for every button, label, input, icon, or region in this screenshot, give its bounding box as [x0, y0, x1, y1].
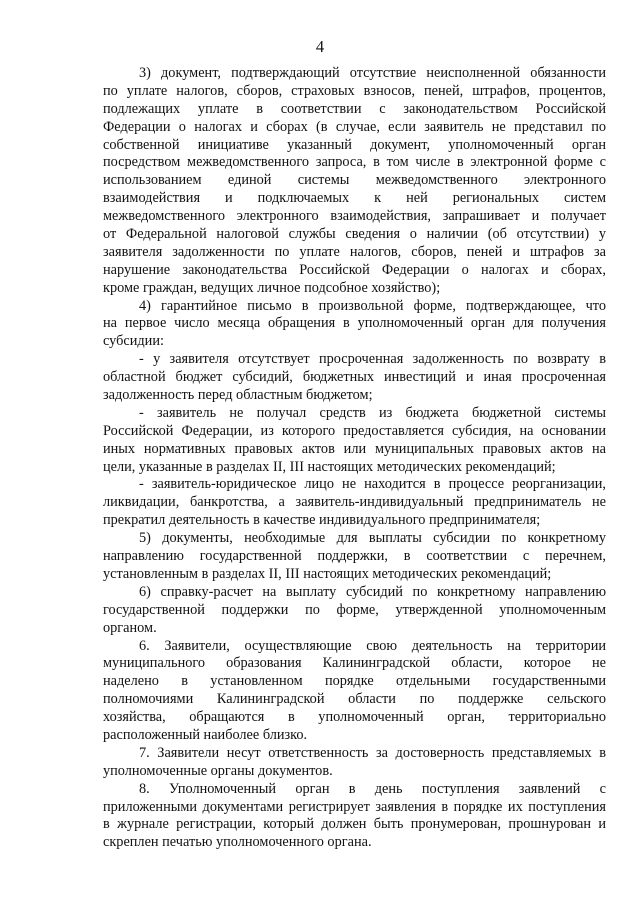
text-line: подлежащих уплате в соответствии с законодательством Российской: [103, 100, 606, 117]
text-line: Российской Федерации, из которого предоставляется субсидия, на основании: [103, 422, 606, 439]
text-line: заявителя задолженности по уплате налогов, сборов, пеней и штрафов за: [103, 243, 606, 260]
text-line: прекратил деятельность в качестве индивидуального предпринимателя;: [103, 512, 541, 529]
text-line: наделено в установленном порядке отдельными государственными: [103, 673, 606, 690]
text-line: расположенный наиболее близко.: [103, 726, 308, 743]
paragraph-dash-item: [103, 405, 606, 477]
text-line: 4) гарантийное письмо в произвольной форме, подтверждающее, что: [139, 297, 606, 314]
text-line: органом.: [103, 619, 157, 636]
text-line: использованием единой системы межведомственного электронного: [103, 172, 606, 189]
text-line: - у заявителя отсутствует просроченная задолженность по возврату в: [139, 351, 606, 368]
text-line: Федерации о налогах и сборах (в случае, если заявитель не представил по: [103, 118, 606, 135]
paragraph-dash-item: [103, 476, 606, 530]
text-line: по уплате налогов, сборов, страховых взносов, пеней, штрафов, процентов,: [103, 82, 606, 99]
text-line: субсидии:: [103, 333, 164, 350]
paragraph-item-3: [103, 65, 606, 298]
text-line: в журнале регистрации, который должен быть пронумерован, прошнурован и: [103, 816, 606, 833]
paragraph-item-4: [103, 298, 606, 352]
paragraph-item-6: [103, 584, 606, 638]
text-line: областной бюджет субсидий, бюджетных инвестиций и иная просроченная: [103, 369, 606, 386]
text-line: нарушение законодательства Российской Федерации о налогах и сборах,: [103, 261, 606, 278]
document-body: [103, 65, 606, 852]
text-line: собственной инициативе указанный документ, уполномоченный орган: [103, 136, 606, 153]
text-line: 8. Уполномоченный орган в день поступления заявлений с: [139, 780, 606, 797]
text-line: на первое число месяца обращения в уполномоченный орган для получения: [103, 315, 606, 332]
text-line: - заявитель не получал средств из бюджета бюджетной системы: [139, 404, 606, 421]
text-line: - заявитель-юридическое лицо не находится в процессе реорганизации,: [139, 476, 606, 493]
text-line: 7. Заявители несут ответственность за достоверность представляемых в: [139, 744, 606, 761]
text-line: муниципального образования Калининградской области, которое не: [103, 655, 606, 672]
text-line: от Федеральной налоговой службы сведения о наличии (об отсутствии) у: [103, 226, 606, 243]
text-line: ликвидации, банкротства, а заявитель-индивидуальный предприниматель не: [103, 494, 606, 511]
text-line: 6. Заявители, осуществляющие свою деятельность на территории: [139, 637, 606, 654]
text-line: иных нормативных правовых актов или муниципальных правовых актов на: [103, 440, 606, 457]
paragraph-item-5: [103, 530, 606, 584]
text-line: 6) справку-расчет на выплату субсидий по конкретному направлению: [139, 583, 606, 600]
text-line: 5) документы, необходимые для выплаты субсидии по конкретному: [139, 530, 606, 547]
paragraph-dash-item: [103, 351, 606, 405]
text-line: уполномоченные органы документов.: [103, 762, 333, 779]
text-line: направлению государственной поддержки, в соответствии с перечнем,: [103, 548, 606, 565]
text-line: задолженность перед областным бюджетом;: [103, 387, 373, 404]
text-line: скреплен печатью уполномоченного органа.: [103, 834, 372, 851]
text-line: приложенными документами регистрирует заявления в порядке их поступления: [103, 798, 606, 815]
text-line: цели, указанные в разделах II, III настоящих методических рекомендаций;: [103, 458, 556, 475]
text-line: хозяйства, обращаются в уполномоченный орган, территориально: [103, 709, 606, 726]
text-line: 3) документ, подтверждающий отсутствие неисполненной обязанности: [139, 65, 606, 81]
text-line: взаимодействия и подключаемых к ней региональных систем: [103, 190, 606, 207]
text-line: установленным в разделах II, III настоящих методических рекомендаций;: [103, 565, 552, 582]
paragraph-clause-6: [103, 638, 606, 745]
text-line: кроме граждан, ведущих личное подсобное хозяйство);: [103, 279, 441, 296]
text-line: посредством межведомственного запроса, в том числе в электронной форме с: [103, 154, 606, 171]
text-line: межведомственного электронного взаимодействия, запрашивает и получает: [103, 208, 606, 225]
text-line: государственной поддержки по форме, утвержденной уполномоченным: [103, 601, 606, 618]
paragraph-clause-7: [103, 745, 606, 781]
paragraph-clause-8: [103, 781, 606, 853]
text-line: полномочиями Калининградской области по поддержке сельского: [103, 691, 606, 708]
page-number: 4: [315, 37, 325, 56]
